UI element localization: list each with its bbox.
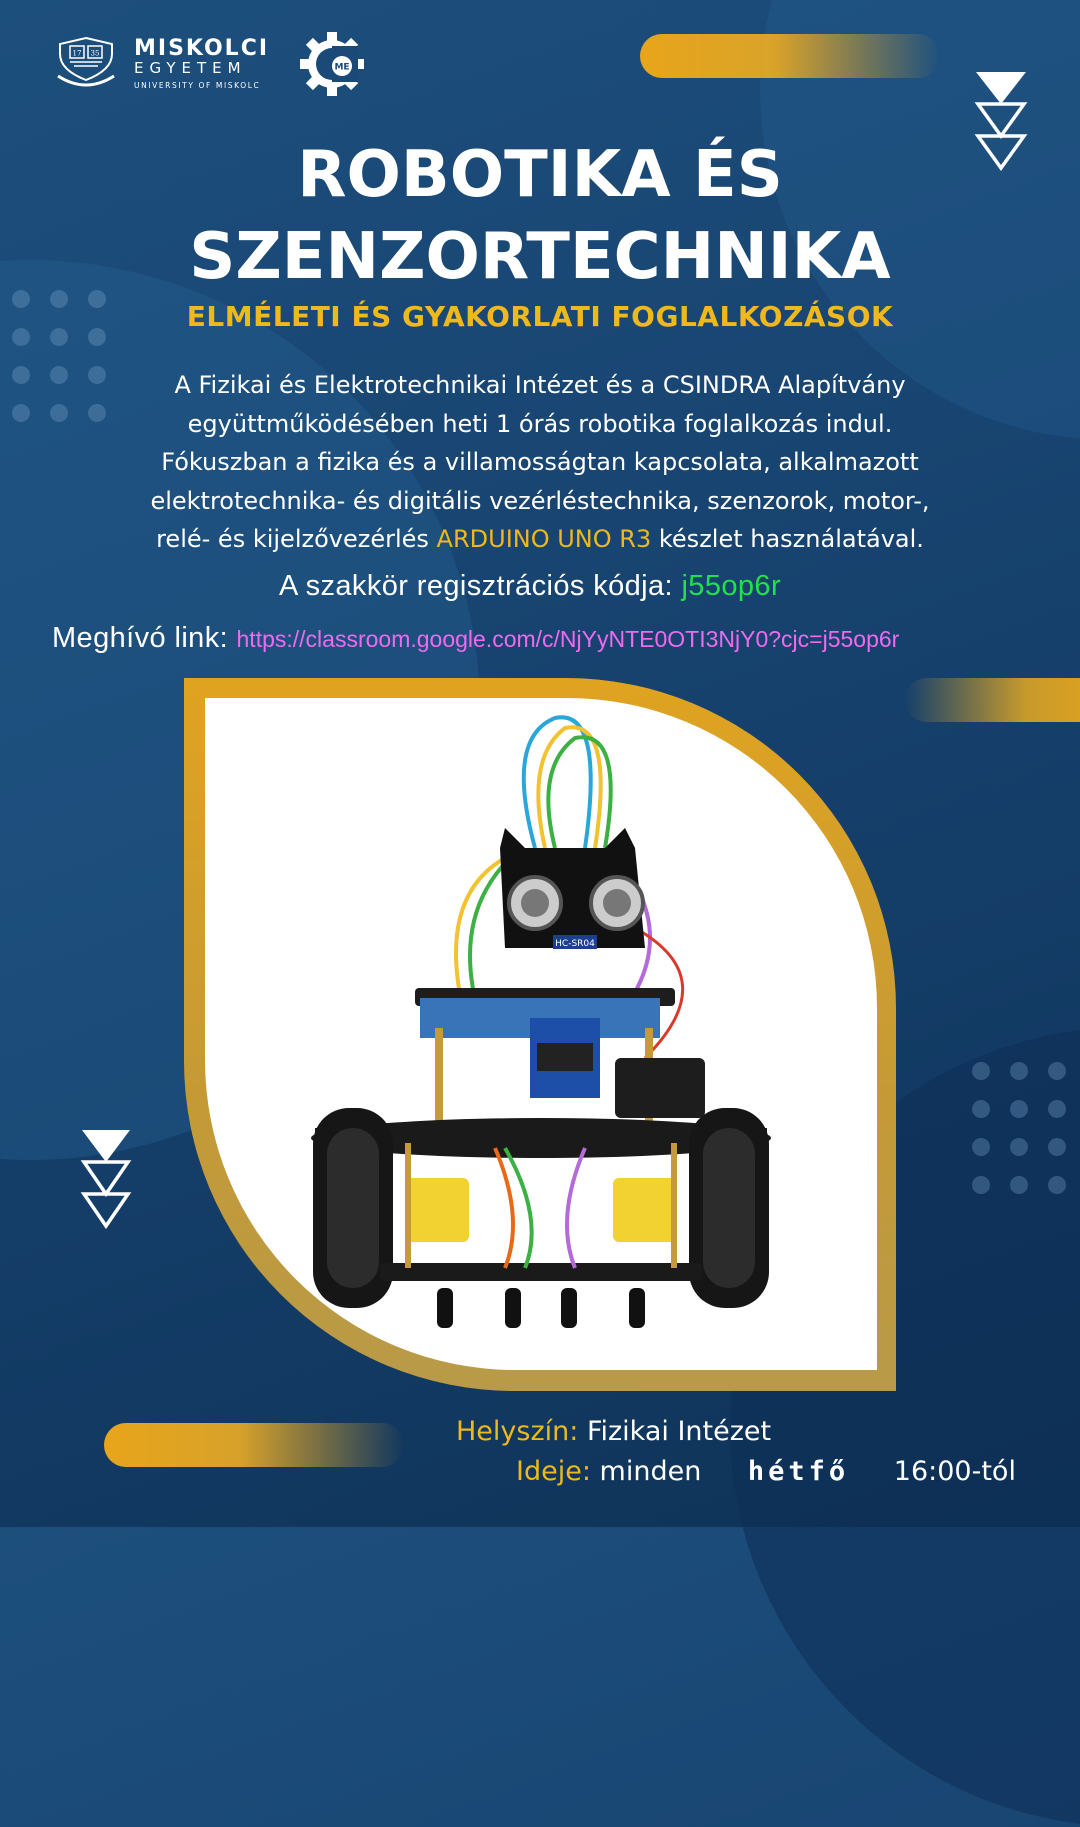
description-line: Fókuszban a fizika és a villamosságtan kapcsolata, alkalmazott <box>161 448 919 476</box>
robot-image <box>205 698 877 1370</box>
dot-grid-decoration <box>972 1062 1066 1194</box>
sensor-label: HC-SR04 <box>555 939 595 949</box>
registration-code: j55op6r <box>681 570 781 602</box>
location-line <box>456 1416 771 1447</box>
time-prefix: minden <box>599 1456 702 1487</box>
gold-pill-decoration <box>640 34 940 78</box>
location-value: Fizikai Intézet <box>586 1416 772 1447</box>
gold-pill-decoration <box>104 1423 404 1467</box>
description-line: A Fizikai és Elektrotechnikai Intézet és a CSINDRA Alapítvány <box>174 371 906 399</box>
gold-pill-decoration <box>905 678 1080 722</box>
title-line1: ROBOTIKA ÉS <box>297 138 783 212</box>
crest-year-left: 17 <box>72 49 82 58</box>
time-line <box>516 1456 1016 1487</box>
university-name-line1: MISKOLCI <box>134 36 270 61</box>
university-name-line2: EGYETEM <box>134 59 247 77</box>
time-day: hétfő <box>747 1456 850 1487</box>
university-name-line3: UNIVERSITY OF MISKOLC <box>134 81 261 90</box>
time-hour: 16:00-tól <box>893 1456 1016 1487</box>
arduino-highlight: ARDUINO UNO R3 <box>436 525 652 553</box>
description <box>40 366 1040 559</box>
location-label: Helyszín: <box>456 1416 579 1447</box>
crest-year-right: 35 <box>90 49 100 58</box>
university-crest-icon <box>56 36 116 92</box>
description-line: együttműködésében heti 1 órás robotika foglalkozás indul. <box>187 409 893 438</box>
description-text: relé- és kijelzővezérlés <box>156 525 429 553</box>
invite-label: Meghívó link: <box>52 622 229 654</box>
gear-logo-icon <box>296 28 368 100</box>
triangle-stack-icon <box>80 1128 132 1232</box>
description-line: elektrotechnika- és digitális vezérléstechnika, szenzorok, motor-, <box>150 486 930 515</box>
gear-logo-text: ME <box>334 62 350 73</box>
registration-label: A szakkör regisztrációs kódja: <box>279 570 673 602</box>
subtitle: ELMÉLETI ÉS GYAKORLATI FOGLALKOZÁSOK <box>186 300 894 333</box>
invite-link[interactable]: https://classroom.google.com/c/NjYyNTE0OTI3NjY0?cjc=j55op6r <box>236 626 900 652</box>
title-line2: SZENZORTECHNIKA <box>189 220 891 294</box>
registration-code-line <box>0 570 1060 603</box>
description-text: készlet használatával. <box>658 525 924 553</box>
time-label: Ideje: <box>516 1456 591 1487</box>
invite-line <box>52 622 899 655</box>
page-title <box>0 134 1080 298</box>
robot-car-illustration <box>205 698 877 1370</box>
description-line <box>40 520 1040 559</box>
